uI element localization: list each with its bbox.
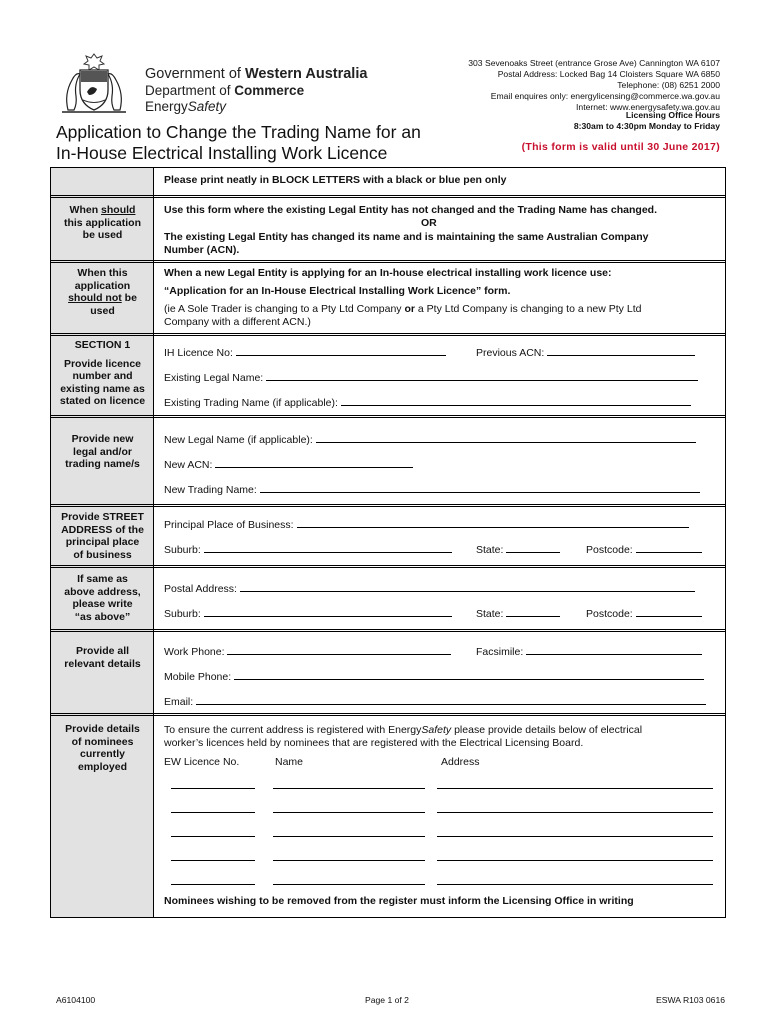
- postal-address-label: Postal Address:: [164, 583, 237, 595]
- street-state-input[interactable]: [506, 544, 560, 553]
- street-b: ADDRESS of the: [61, 523, 144, 536]
- postal-postcode-input[interactable]: [636, 608, 702, 617]
- new-name-label: [51, 433, 154, 471]
- shouldnot-label-a: When this: [77, 267, 128, 279]
- new-acn-label: New ACN:: [164, 459, 213, 471]
- email-enquiries: Email enquires only: energylicensing@commerce.wa.gov.au: [490, 91, 720, 101]
- nominee-ew-input[interactable]: [171, 860, 255, 861]
- suburb-label: Suburb:: [164, 608, 201, 620]
- department-branding: [145, 66, 367, 115]
- nominees-b: of nominees: [71, 735, 134, 748]
- postal-state-field[interactable]: [476, 608, 560, 621]
- previous-acn-label: Previous ACN:: [476, 347, 545, 359]
- page-number: Page 1 of 2: [365, 995, 409, 1005]
- row-divider: [51, 506, 725, 507]
- street-postcode-input[interactable]: [636, 544, 702, 553]
- new-trading-field[interactable]: [164, 484, 700, 497]
- energy-suffix: Safety: [187, 99, 227, 114]
- gov-prefix: Government of: [145, 66, 245, 82]
- postal-address-field[interactable]: [164, 583, 695, 596]
- principal-place-label: Principal Place of Business:: [164, 519, 294, 531]
- existing-trading-input[interactable]: [341, 397, 691, 406]
- form-title-line1: Application to Change the Trading Name for an: [56, 122, 421, 142]
- nominees-footer-note: Nominees wishing to be removed from the register must inform the Licensing Office in writing: [164, 895, 634, 907]
- same-b: above address,: [64, 585, 141, 598]
- postcode-label: Postcode:: [586, 608, 633, 620]
- contact-b: relevant details: [64, 657, 141, 670]
- existing-trading-field[interactable]: [164, 397, 691, 410]
- principal-place-input[interactable]: [297, 519, 689, 528]
- new-trading-label: New Trading Name:: [164, 484, 257, 496]
- street-a: Provide STREET: [61, 511, 144, 523]
- email-input[interactable]: [196, 696, 706, 705]
- row-divider: [51, 565, 725, 566]
- ih-licence-input[interactable]: [236, 347, 446, 356]
- energysafety-name: [145, 99, 367, 115]
- postal-suburb-input[interactable]: [204, 608, 452, 617]
- new-acn-input[interactable]: [215, 459, 413, 468]
- website: Internet: www.energysafety.wa.gov.au: [576, 102, 720, 112]
- row-divider: [51, 715, 725, 716]
- when-should-not-label: [51, 267, 154, 317]
- should-label-a: When: [69, 204, 102, 216]
- row-divider: [51, 262, 725, 263]
- section1-a: Provide licence: [63, 357, 142, 370]
- existing-legal-field[interactable]: [164, 372, 698, 385]
- shouldnot-text3: [164, 303, 641, 316]
- newname-c: trading name/s: [65, 458, 140, 470]
- same-d: “as above”: [74, 610, 131, 623]
- nominee-address-input[interactable]: [437, 788, 713, 789]
- street-d: of business: [73, 548, 132, 561]
- email-field[interactable]: [164, 696, 706, 709]
- newname-a: Provide new: [71, 433, 134, 445]
- nominees-text1: [164, 724, 642, 737]
- should-label-c: this application: [63, 216, 141, 229]
- mobile-phone-field[interactable]: [164, 671, 704, 684]
- shouldnot-label-c: should not: [68, 292, 122, 304]
- postal-suburb-field[interactable]: [164, 608, 452, 621]
- same-c: please write: [72, 598, 133, 610]
- new-acn-field[interactable]: [164, 459, 413, 472]
- col-name: Name: [275, 756, 304, 768]
- nominees-text1c: please provide details below of electrical: [451, 724, 643, 736]
- nominee-ew-input[interactable]: [171, 836, 255, 837]
- suburb-label: Suburb:: [164, 544, 201, 556]
- form-title-line2: In-House Electrical Installing Work Licence: [56, 143, 388, 163]
- should-text2: The existing Legal Entity has changed its name and is maintaining the same Australian Company: [164, 231, 649, 243]
- facsimile-label: Facsimile:: [476, 646, 524, 658]
- dept-name: Commerce: [234, 83, 305, 98]
- street-suburb-input[interactable]: [204, 544, 452, 553]
- mobile-phone-label: Mobile Phone:: [164, 671, 232, 683]
- nominees-text1b: Safety: [421, 724, 452, 736]
- postal-state-input[interactable]: [506, 608, 560, 617]
- state-label: State:: [476, 544, 504, 556]
- shouldnot-text2: “Application for an In-House Electrical Installing Work Licence” form.: [164, 285, 511, 297]
- shouldnot-text3a: (ie A Sole Trader is changing to a Pty Ltd Company: [164, 303, 405, 315]
- street-state-field[interactable]: [476, 544, 560, 557]
- nominees-a: Provide details: [65, 723, 140, 735]
- nominees-c: currently: [80, 748, 125, 760]
- postcode-label: Postcode:: [586, 544, 633, 556]
- previous-acn-field[interactable]: [476, 347, 695, 360]
- form-reference: ESWA R103 0616: [656, 995, 725, 1005]
- email-label: Email:: [164, 696, 194, 708]
- should-text3: Number (ACN).: [164, 244, 240, 256]
- nominees-text1a: To ensure the current address is registered with Energy: [164, 724, 422, 736]
- row-divider: [51, 260, 725, 261]
- shouldnot-label-b: application: [74, 279, 131, 292]
- when-should-label: [51, 204, 154, 242]
- street-address-label: [51, 511, 154, 561]
- telephone: Telephone: (08) 6251 2000: [617, 80, 720, 90]
- mobile-phone-input[interactable]: [234, 671, 704, 680]
- row-divider: [51, 631, 725, 632]
- should-or: OR: [421, 217, 437, 229]
- postal-address: Postal Address: Locked Bag 14 Cloisters Square WA 6850: [497, 69, 720, 79]
- new-trading-input[interactable]: [260, 484, 700, 493]
- department-name: [145, 83, 367, 99]
- row-divider: [51, 197, 725, 198]
- previous-acn-input[interactable]: [547, 347, 695, 356]
- shouldnot-text3b: or: [404, 303, 415, 315]
- same-a: If same as: [77, 573, 128, 585]
- ih-licence-field[interactable]: [164, 347, 446, 360]
- row-divider: [51, 195, 725, 196]
- facsimile-input[interactable]: [526, 646, 702, 655]
- col-address: Address: [441, 756, 480, 768]
- contact-details: [468, 58, 720, 113]
- shouldnot-text3c: a Pty Ltd Company is changing to a new Pty Ltd: [414, 303, 642, 315]
- section1-b: number and: [72, 370, 133, 382]
- street-address: 303 Sevenoaks Street (entrance Grose Ave) Cannington WA 6107: [468, 58, 720, 68]
- nominee-address-input[interactable]: [437, 836, 713, 837]
- new-legal-label: New Legal Name (if applicable):: [164, 434, 313, 446]
- validity-notice: (This form is valid until 30 June 2017): [521, 141, 720, 153]
- office-hours-text: 8:30am to 4:30pm Monday to Friday: [573, 121, 720, 131]
- newname-b: legal and/or: [73, 445, 132, 458]
- row-divider: [51, 567, 725, 568]
- nominee-address-input[interactable]: [437, 812, 713, 813]
- dept-prefix: Department of: [145, 83, 235, 98]
- should-text1: Use this form where the existing Legal Entity has not changed and the Trading Name has changed.: [164, 204, 658, 216]
- nominees-d: employed: [77, 760, 127, 773]
- ih-licence-label: IH Licence No:: [164, 347, 233, 359]
- nominee-address-input[interactable]: [437, 860, 713, 861]
- government-name: [145, 66, 367, 83]
- row-divider: [51, 417, 725, 418]
- existing-legal-input[interactable]: [266, 372, 698, 381]
- work-phone-input[interactable]: [227, 646, 451, 655]
- section1-c: existing name as: [60, 382, 145, 395]
- new-legal-input[interactable]: [316, 434, 696, 443]
- row-divider: [51, 629, 725, 630]
- nominee-ew-input[interactable]: [171, 884, 255, 885]
- shouldnot-label-d: be: [121, 292, 137, 304]
- row-divider: [51, 713, 725, 714]
- facsimile-field[interactable]: [476, 646, 702, 659]
- shouldnot-text1: When a new Legal Entity is applying for an In-house electrical installing work licence use:: [164, 267, 612, 279]
- work-phone-field[interactable]: [164, 646, 451, 659]
- shouldnot-label-e: used: [90, 304, 115, 317]
- office-hours-title: Licensing Office Hours: [625, 110, 720, 120]
- row-divider: [51, 333, 725, 334]
- existing-legal-label: Existing Legal Name:: [164, 372, 264, 384]
- existing-trading-label: Existing Trading Name (if applicable):: [164, 397, 338, 409]
- energy-prefix: Energy: [145, 99, 188, 114]
- nominee-address-input[interactable]: [437, 884, 713, 885]
- principal-place-field[interactable]: [164, 519, 689, 532]
- col-ew-licence: EW Licence No.: [164, 756, 240, 768]
- street-postcode-field[interactable]: [586, 544, 702, 557]
- wa-government-crest-logo: [54, 50, 134, 116]
- nominees-label: [51, 723, 154, 773]
- work-phone-label: Work Phone:: [164, 646, 225, 658]
- row-divider: [51, 415, 725, 416]
- same-address-label: [51, 573, 154, 623]
- street-c: principal place: [65, 536, 140, 548]
- nominees-text2: worker’s licences held by nominees that are registered with the Electrical Licensing Board.: [164, 737, 584, 749]
- section1-label: [51, 339, 154, 408]
- nominee-name-input[interactable]: [273, 812, 425, 813]
- nominee-name-input[interactable]: [273, 884, 425, 885]
- row-divider: [51, 335, 725, 336]
- postal-address-input[interactable]: [240, 583, 695, 592]
- nominee-name-input[interactable]: [273, 836, 425, 837]
- form-code: A6104100: [56, 995, 96, 1005]
- shouldnot-text4: Company with a different ACN.): [164, 316, 311, 328]
- form-title: [56, 122, 421, 164]
- section1-d: stated on licence: [59, 395, 146, 407]
- contact-a: Provide all: [75, 645, 130, 657]
- street-suburb-field[interactable]: [164, 544, 452, 557]
- nominee-ew-input[interactable]: [171, 812, 255, 813]
- nominee-name-input[interactable]: [273, 860, 425, 861]
- nominee-ew-input[interactable]: [171, 788, 255, 789]
- state-label: State:: [476, 608, 504, 620]
- application-form: [50, 167, 726, 918]
- gov-state: Western Australia: [244, 66, 368, 82]
- nominee-name-input[interactable]: [273, 788, 425, 789]
- row-divider: [51, 504, 725, 505]
- postal-postcode-field[interactable]: [586, 608, 702, 621]
- contact-details-label: [51, 645, 154, 670]
- office-hours: [574, 110, 720, 132]
- section1-title: SECTION 1: [74, 339, 131, 351]
- print-instruction: Please print neatly in BLOCK LETTERS with a black or blue pen only: [164, 174, 507, 186]
- should-label-d: be used: [82, 229, 123, 241]
- new-legal-field[interactable]: [164, 434, 696, 447]
- should-label-b: should: [101, 204, 136, 216]
